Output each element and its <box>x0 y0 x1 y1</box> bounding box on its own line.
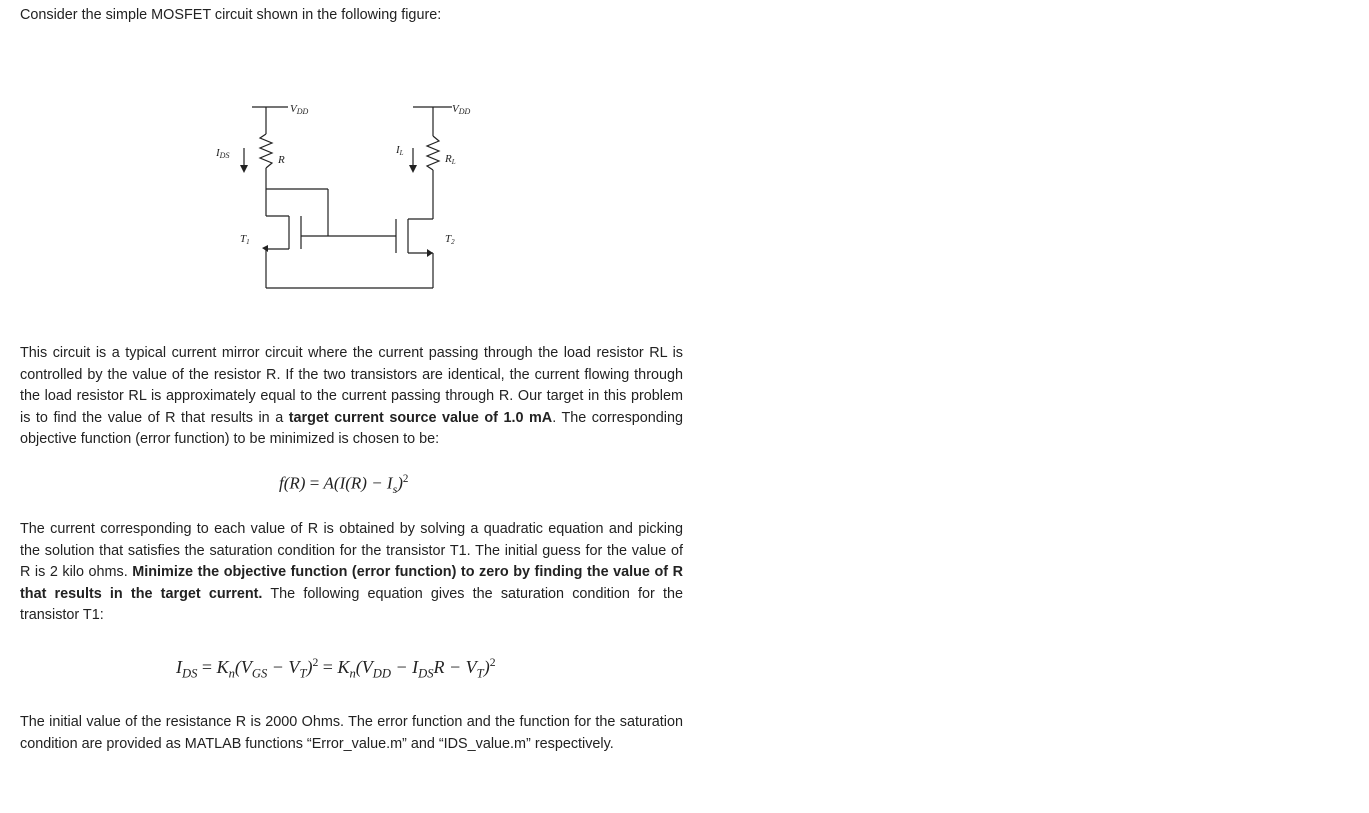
ids-label: IDS <box>216 147 230 160</box>
r-label: R <box>278 154 285 166</box>
rl-label: RL <box>445 153 456 166</box>
p2-text-a: The current corresponding to each value of R is obtained by solving a quadratic equation and picking the solution that satisfies the saturation condition for the transistor T1. The initial guess for the value of R is 2 kilo ohms. <box>20 521 683 581</box>
paragraph-matlab-functions: The initial value of the resistance R is 2000 Ohms. The error function and the function for the saturation condition are provided as MATLAB functions “Error_value.m” and “IDS_value.m” respectively. <box>20 714 683 752</box>
vdd-left-label: VDD <box>290 103 309 116</box>
intro-text: Consider the simple MOSFET circuit shown in the following figure: <box>20 7 442 23</box>
p1-text-a: This circuit is a typical current mirror circuit where the current passing through the load resistor RL is controlled by the value of the resistor R. If the two transistors are identical, the current flowing through the load resistor RL is approximately equal to the current passing through R. Our target in this problem is to find the value of R that results in a <box>20 345 683 426</box>
objective-function-equation: $f(R) = A(I(R) - I_s)^2$ <box>279 473 409 497</box>
il-label: IL <box>396 144 404 157</box>
p1-bold-target: target current source value of 1.0 mA <box>288 409 553 426</box>
p1-text-b: . The corresponding objective function (error function) to be minimized is chosen to be: <box>20 409 683 448</box>
p2-text-b: The following equation gives the saturation condition for the transistor T1: <box>20 585 684 624</box>
paragraph-saturation-description <box>20 519 683 627</box>
t2-label: T2 <box>445 233 455 246</box>
t1-label: T1 <box>240 233 250 246</box>
mosfet-current-mirror-circuit <box>200 90 500 300</box>
p2-bold-instruction: Minimize the objective function (error function) to zero by finding the value of R that results in the target current. <box>20 564 683 602</box>
saturation-condition-equation: $I_{DS} = K_n(V_{GS} - V_T)^2 = K_n(V_{DD} - I_{DS}R - V_T)^2$ <box>176 656 496 681</box>
vdd-right-label: VDD <box>452 103 471 116</box>
paragraph-circuit-description <box>20 343 683 451</box>
